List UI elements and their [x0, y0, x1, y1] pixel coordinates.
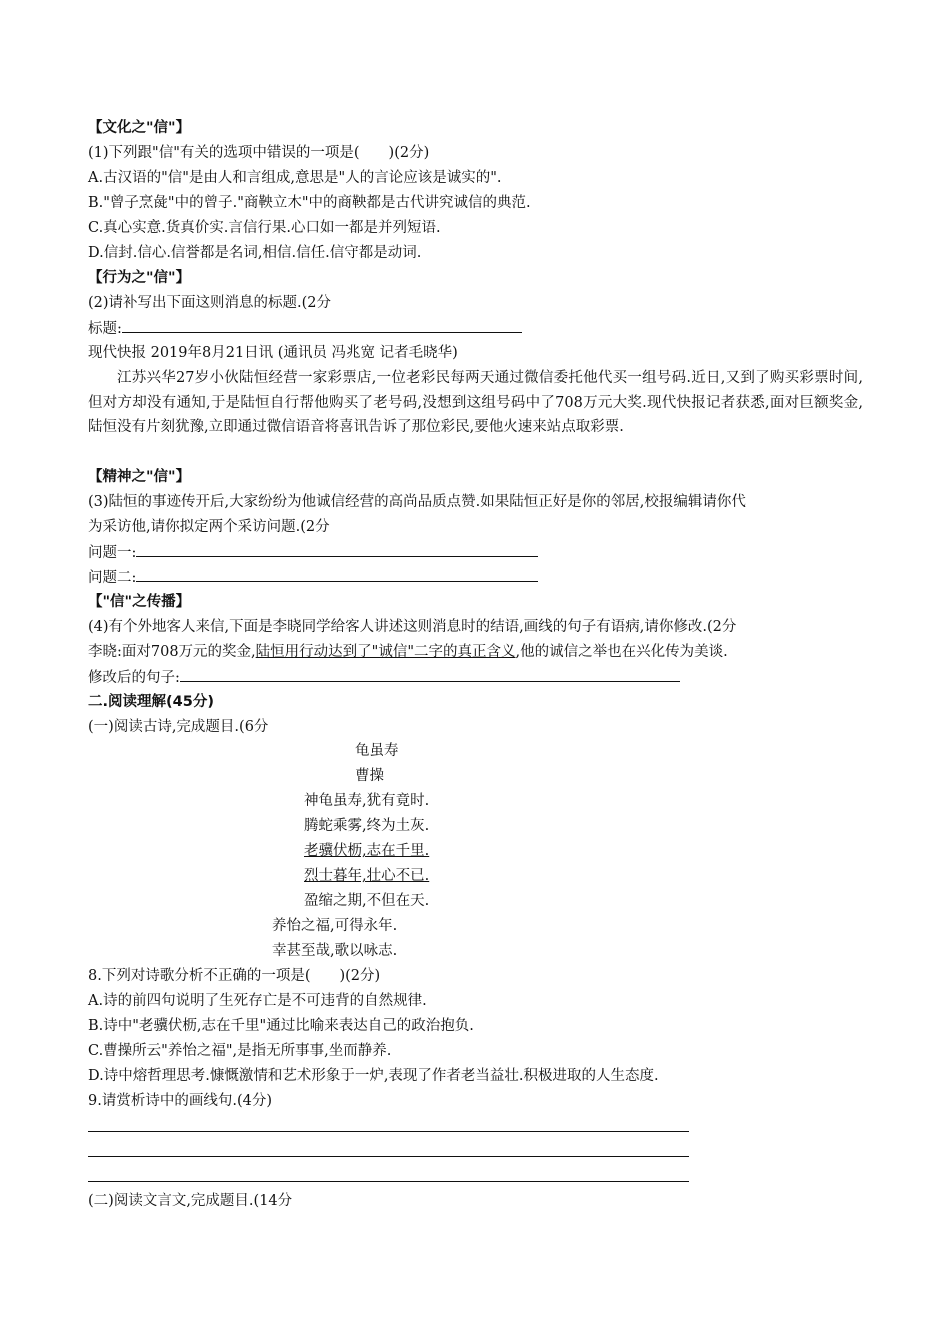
- q1-option-b: B."曾子烹彘"中的曾子."商鞅立木"中的商鞅都是古代讲究诚信的典范.: [88, 195, 531, 211]
- spirit-heading: 【精神之"信"】: [88, 469, 191, 485]
- q3-answer-row-1: [88, 542, 538, 563]
- q9-question: 9.请赏析诗中的画线句.(4分): [88, 1093, 272, 1109]
- section2-part2: (二)阅读文言文,完成题目.(14分: [88, 1193, 293, 1209]
- culture-heading: 【文化之"信"】: [88, 120, 191, 136]
- poem-author: 曹操: [355, 768, 384, 784]
- poem-line-5: 盈缩之期,不但在天.: [304, 893, 430, 909]
- q3-label-2: 问题二:: [88, 570, 137, 586]
- section2-heading: 二.阅读理解(45分): [88, 694, 214, 710]
- q8-option-c: C.曹操所云"养怡之福",是指无所事事,坐而静养.: [88, 1043, 392, 1059]
- news-paragraph: 江苏兴华27岁小伙陆恒经营一家彩票店,一位老彩民每两天通过微信委托他代买一组号码.近日,又到了购买彩票时间,但对方却没有通知,于是陆恒自行帮他购买了老号码,没想到这组号码中了708万元大奖.现代快报记者获悉,面对巨额奖金,陆恒没有片刻犹豫,立即通过微信语音将喜讯告诉了那位彩民,要他火速来站点取彩票.: [88, 370, 863, 435]
- q8-option-a: A.诗的前四句说明了生死存亡是不可违背的自然规律.: [88, 993, 427, 1009]
- q3-answer-blank-1[interactable]: [136, 542, 538, 557]
- q4-quote-underlined: 陆恒用行动达到了"诚信"二字的真正含义: [255, 644, 516, 660]
- q4-answer-row: [88, 667, 680, 688]
- spread-heading: 【"信"之传播】: [88, 594, 191, 610]
- poem-line-4-underlined: 烈士暮年,壮心不已.: [304, 868, 430, 884]
- q9-answer-line-3[interactable]: [88, 1181, 689, 1182]
- q3-question-line2: 为采访他,请你拟定两个采访问题.(2分: [88, 519, 330, 535]
- revised-label: 修改后的句子:: [88, 670, 180, 686]
- q4-quote-before: 李晓:面对708万元的奖金,: [88, 644, 256, 660]
- section2-part1: (一)阅读古诗,完成题目.(6分: [88, 719, 269, 735]
- behavior-heading: 【行为之"信"】: [88, 270, 191, 286]
- title-label: 标题:: [88, 321, 122, 337]
- q1-option-c: C.真心实意.货真价实.言信行果.心口如一都是并列短语.: [88, 220, 441, 236]
- q8-option-b: B.诗中"老骥伏枥,志在千里"通过比喻来表达自己的政治抱负.: [88, 1018, 474, 1034]
- title-answer-row: [88, 318, 522, 339]
- q8-option-d: D.诗中熔哲理思考.慷慨激情和艺术形象于一炉,表现了作者老当益壮.积极进取的人生态度.: [88, 1068, 659, 1084]
- q9-answer-line-2[interactable]: [88, 1156, 689, 1157]
- q2-question: (2)请补写出下面这则消息的标题.(2分: [88, 295, 332, 311]
- title-answer-blank[interactable]: [122, 318, 522, 333]
- poem-line-2: 腾蛇乘雾,终为土灰.: [304, 818, 430, 834]
- revised-answer-blank[interactable]: [180, 667, 680, 682]
- q1-question: (1)下列跟"信"有关的选项中错误的一项是( )(2分): [88, 145, 430, 161]
- news-dateline: 现代快报 2019年8月21日讯 (通讯员 冯兆宽 记者毛晓华): [88, 345, 458, 361]
- poem-title: 龟虽寿: [355, 743, 399, 759]
- q4-question: (4)有个外地客人来信,下面是李晓同学给客人讲述这则消息时的结语,画线的句子有语病,请你修改.(2分: [88, 619, 737, 635]
- poem-line-7: 幸甚至哉,歌以咏志.: [272, 943, 398, 959]
- q3-answer-blank-2[interactable]: [136, 567, 538, 582]
- q4-quote: [88, 642, 728, 662]
- q9-answer-line-1[interactable]: [88, 1131, 689, 1132]
- q1-option-a: A.古汉语的"信"是由人和言组成,意思是"人的言论应该是诚实的".: [88, 170, 502, 186]
- q1-option-d: D.信封.信心.信誉都是名词,相信.信任.信守都是动词.: [88, 245, 422, 261]
- q3-question-line1: (3)陆恒的事迹传开后,大家纷纷为他诚信经营的高尚品质点赞.如果陆恒正好是你的邻居,校报编辑请你代: [88, 494, 746, 510]
- q3-answer-row-2: [88, 567, 538, 588]
- q3-label-1: 问题一:: [88, 545, 137, 561]
- q8-question: 8.下列对诗歌分析不正确的一项是( )(2分): [88, 968, 381, 984]
- poem-line-1: 神龟虽寿,犹有竟时.: [304, 793, 430, 809]
- poem-line-3-underlined: 老骥伏枥,志在千里.: [304, 843, 430, 859]
- q4-quote-after: ,他的诚信之举也在兴化传为美谈.: [515, 644, 728, 660]
- poem-line-6: 养怡之福,可得永年.: [272, 918, 398, 934]
